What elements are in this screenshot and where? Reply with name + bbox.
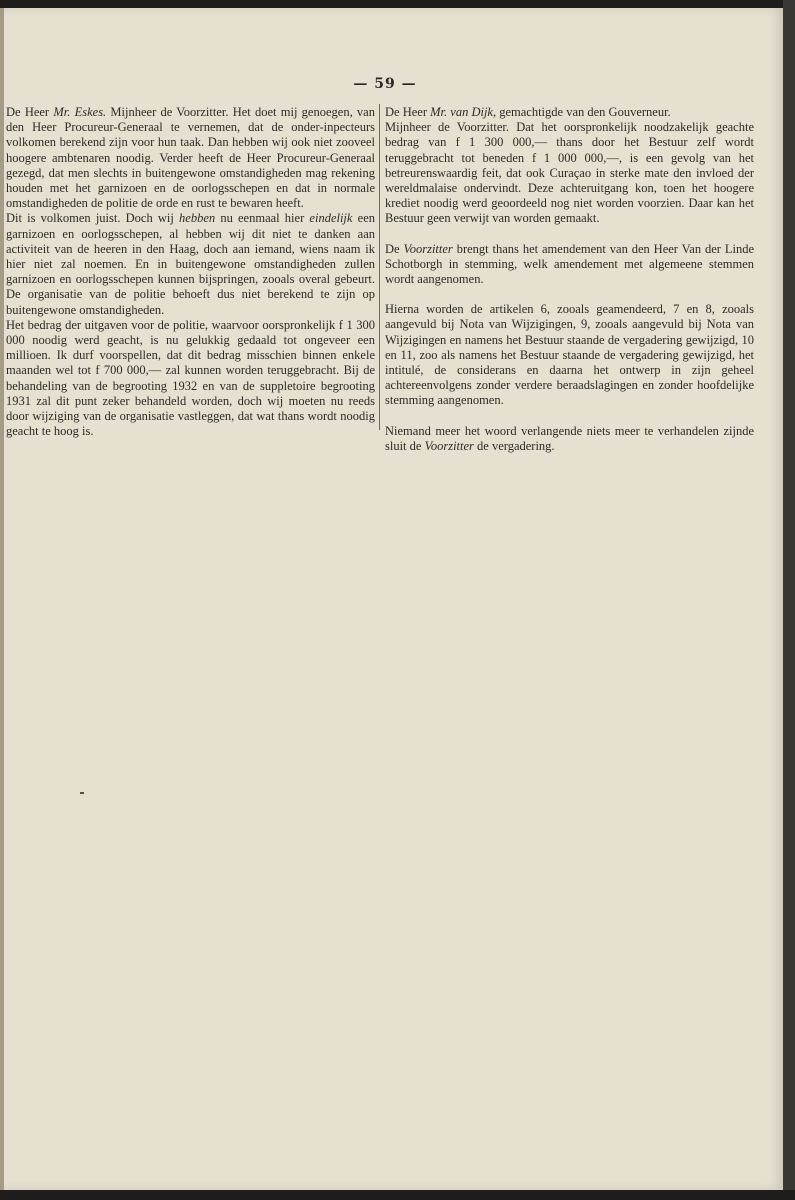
paragraph-van-dijk: De Heer Mr. van Dijk, gemachtigde van den Gouverneur. xyxy=(385,105,671,119)
left-column xyxy=(6,105,375,439)
paragraph-garnizoen: Dit is volkomen juist. Doch wij hebben nu eenmaal hier eindelijk een garnizoen en oorlogsschepen, al hebben wij dit niet te danken aan activiteit van de heeren in den Haag, doch aan iemand, wiens naam ik hier niet zal noemen. En in buitengewone omstandigheden zullen garnizoen en oorlogsschepen kunnen bijspringen, zooals overal gebeurt. De organisatie van de politie behoeft dus niet berekend te zijn op buitengewone omstandigheden. xyxy=(6,211,375,317)
ink-speck xyxy=(80,792,84,794)
scan-top-border xyxy=(0,0,795,8)
scan-bottom-border xyxy=(0,1190,795,1200)
paragraph-artikelen: Hierna worden de artikelen 6, zooals geamendeerd, 7 en 8, zooals aangevuld bij Nota van Wijzigingen, 9, zooals aangevuld bij Nota van Wijzigingen en namens het Bestuur staande de vergadering gewijzigd, 10 en 11, zoo als namens het Bestuur staande de vergadering gewijzigd, het intitulé, de considerans en daarna het ontwerp in zijn geheel achtereenvolgens zonder verdere beraadslagingen en zonder hoofdelijke stemming aangenomen. xyxy=(385,302,754,408)
paragraph-bedrag: Het bedrag der uitgaven voor de politie, waarvoor oorspronkelijk f 1 300 000 noodig werd geacht, is nu gelukkig gedaald tot ongeveer een millioen. Ik durf voorspellen, dat dit bedrag misschien binnen enkele maanden wel tot f 700 000,— zal kunnen worden teruggebracht. Bij de behandeling van de begrooting 1932 en van de suppletoire begrooting 1931 zal dit punt zeker behandeld worden, doch wij moeten nu reeds door wijziging van de organisatie vastleggen, dat wat thans wordt noodig geacht te hoog is. xyxy=(6,317,375,439)
column-divider xyxy=(379,104,380,430)
paragraph-amendement: De Voorzitter brengt thans het amendement van den Heer Van der Linde Schotborgh in stemming, welk amendement met algemeene stemmen wordt aangenomen. xyxy=(385,241,754,287)
paragraph-reply: Mijnheer de Voorzitter. Dat het oorspronkelijk noodzakelijk geachte bedrag van f 1 300 000,— thans door het Bestuur zelf wordt teruggebracht tot beneden f 1 000 000,—, is een gevolg van het betreurenswaardig feit, dat ook Curaçao in sterke mate den invloed der wereldmalaise ondervindt. Deze achteruitgang kon, toen het hoogere krediet noodig werd geoordeeld nog niet worden voorzien. Daar kan het Bestuur geen verwijt van worden gemaakt. xyxy=(385,120,754,226)
page-number: — 59 — xyxy=(353,76,417,92)
page-binding-edge xyxy=(0,8,4,1190)
paragraph-gap xyxy=(385,227,754,242)
right-column xyxy=(385,105,754,454)
emphasis-hebben: hebben xyxy=(179,211,216,226)
paragraph-sluiting: Niemand meer het woord verlangende niets meer te verhandelen zijnde sluit de Voorzitter de vergadering. xyxy=(385,423,754,453)
paragraph-eskes: De Heer Mr. Eskes. Mijnheer de Voorzitter. Het doet mij genoegen, van den Heer Procureur-Generaal te vernemen, dat de onder-inpecteurs volkomen berekend zijn voor hun taak. Dan hebben wij ook niet zooveel hoogere ambtenaren noodig. Verder heeft de Heer Procureur-Generaal gezegd, dat men slechts in buitengewone omstandigheden mag rekening houden met het garnizoen en de oorlogsschepen en dat in normale omstandigheden de politie de orde en rust te bewaren heeft. xyxy=(6,105,375,211)
role-voorzitter: Voorzitter xyxy=(403,241,453,256)
speaker-name: Mr. van Dijk, xyxy=(430,105,497,119)
speaker-name: Mr. Eskes. xyxy=(53,105,107,119)
scan-right-border xyxy=(783,0,795,1200)
emphasis-eindelijk: eindelijk xyxy=(309,211,353,226)
paragraph-gap xyxy=(385,409,754,424)
role-voorzitter: Voorzitter xyxy=(424,438,474,453)
paragraph-gap xyxy=(385,287,754,302)
